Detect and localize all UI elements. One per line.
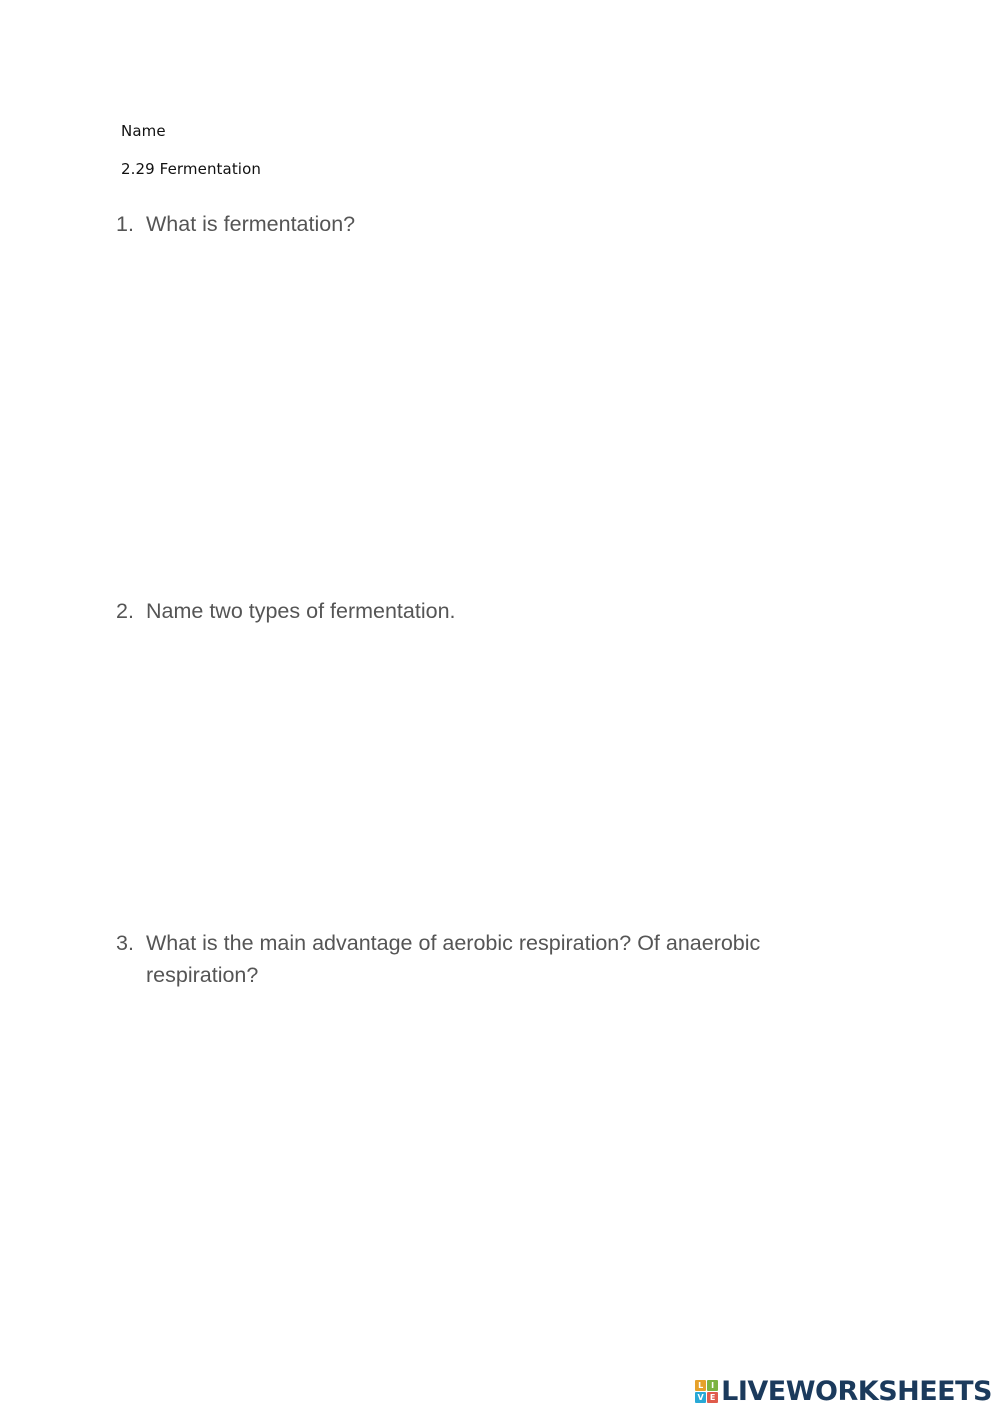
name-label: Name	[121, 122, 166, 140]
question-3	[116, 927, 816, 991]
watermark-text: LIVEWORKSHEETS	[721, 1376, 992, 1407]
question-text: What is fermentation?	[146, 212, 356, 236]
question-number: 2.	[116, 599, 134, 623]
logo-tile: L	[695, 1380, 706, 1391]
logo-tile: I	[707, 1380, 718, 1391]
question-number: 3.	[116, 931, 134, 955]
liveworksheets-watermark	[695, 1376, 992, 1407]
question-1	[116, 208, 836, 240]
question-2	[116, 595, 836, 627]
liveworksheets-logo-icon	[695, 1380, 718, 1403]
logo-tile: V	[695, 1392, 706, 1403]
question-text: Name two types of fermentation.	[146, 599, 456, 623]
worksheet-title: 2.29 Fermentation	[121, 160, 261, 178]
question-text: What is the main advantage of aerobic respiration? Of anaerobic respiration?	[146, 931, 761, 987]
logo-tile: E	[707, 1392, 718, 1403]
question-number: 1.	[116, 212, 134, 236]
